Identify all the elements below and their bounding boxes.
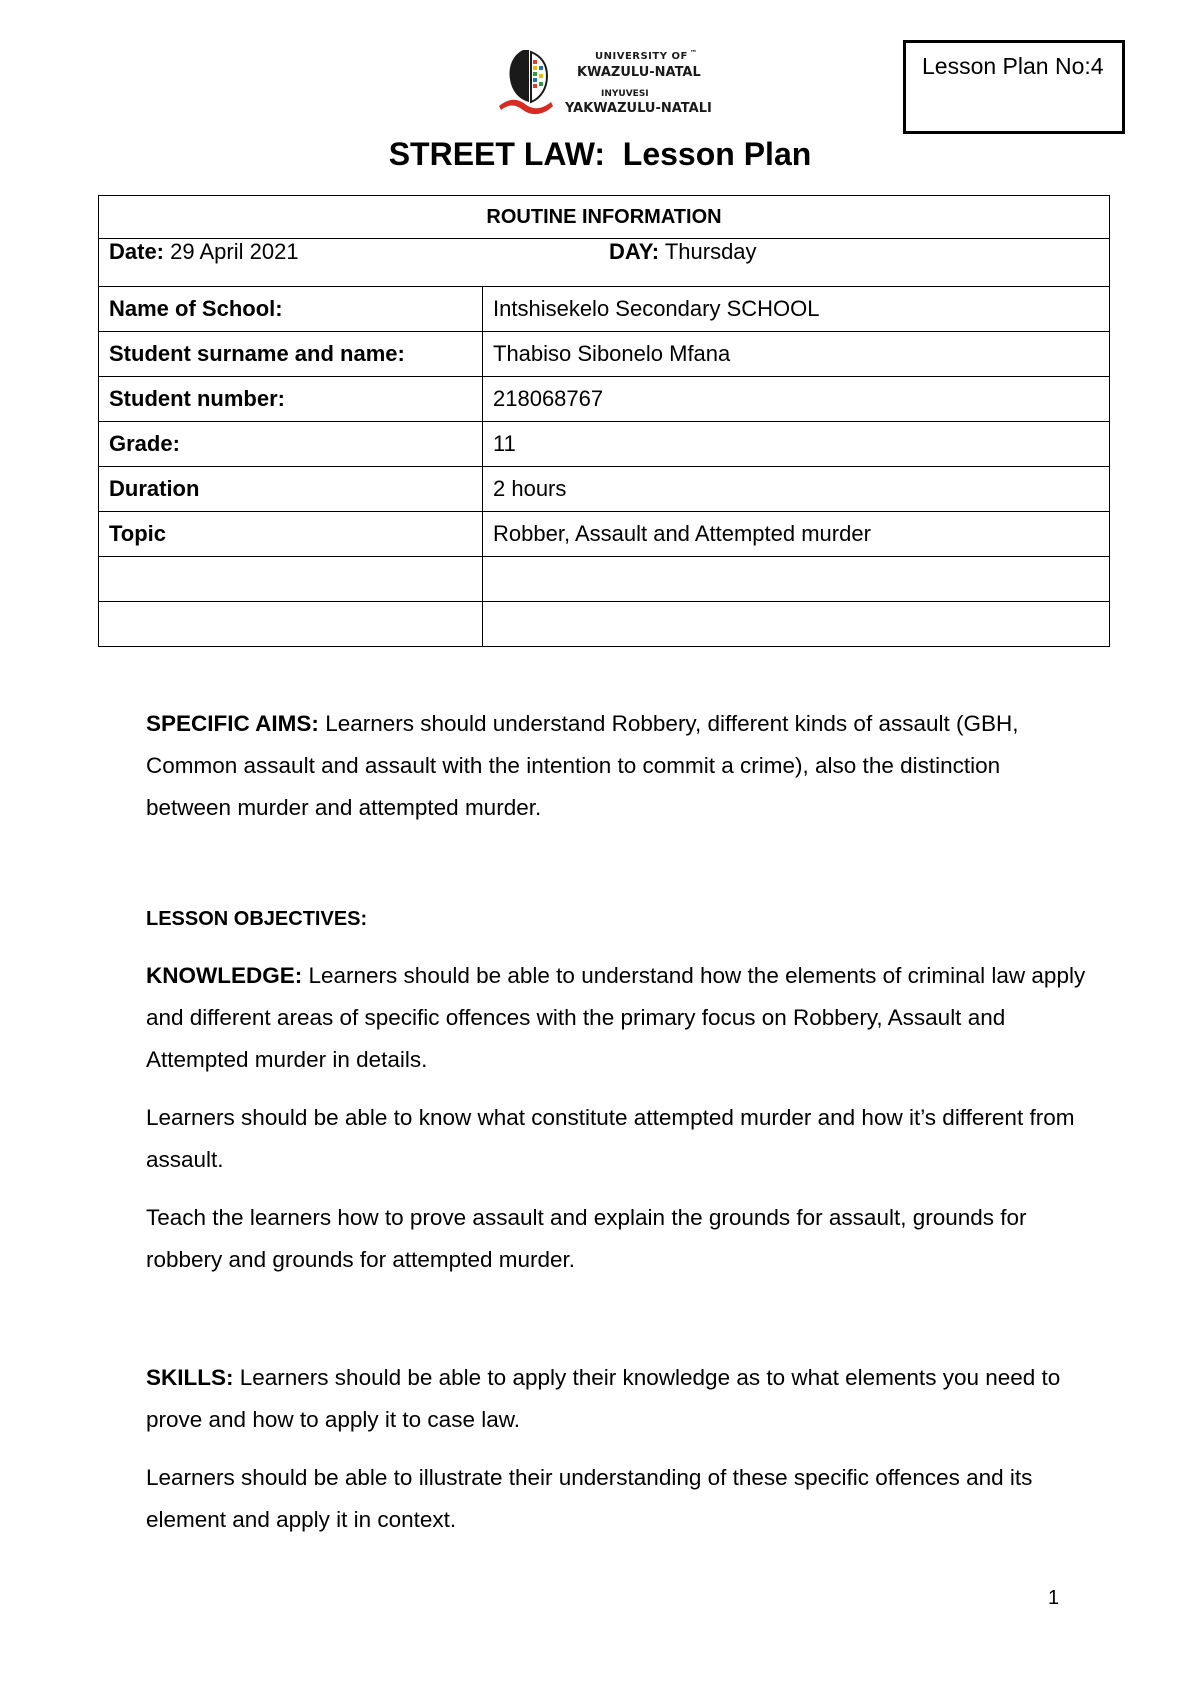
- logo-line-2: KWAZULU-NATAL: [577, 65, 701, 80]
- lesson-objectives-heading: LESSON OBJECTIVES:: [146, 908, 368, 930]
- table-row: [99, 377, 1110, 422]
- row-label: Duration: [99, 467, 483, 512]
- empty-cell: [483, 602, 1110, 647]
- row-label: Grade:: [99, 422, 483, 467]
- table-row: [99, 287, 1110, 332]
- table-header-row: [99, 196, 1110, 239]
- row-value: Robber, Assault and Attempted murder: [483, 512, 1110, 557]
- logo-line-4: YAKWAZULU-NATALI: [565, 101, 712, 116]
- empty-row: [99, 557, 1110, 602]
- knowledge-section: [146, 955, 1086, 1297]
- knowledge-paragraph: [146, 955, 1086, 1081]
- row-value: 2 hours: [483, 467, 1110, 512]
- date-label: Date:: [109, 239, 165, 264]
- row-label: Name of School:: [99, 287, 483, 332]
- empty-cell: [99, 602, 483, 647]
- table-row: [99, 467, 1110, 512]
- row-value: 218068767: [483, 377, 1110, 422]
- logo-trademark: ™: [690, 49, 697, 57]
- row-label: Student number:: [99, 377, 483, 422]
- row-label: Student surname and name:: [99, 332, 483, 377]
- empty-row: [99, 602, 1110, 647]
- date-value: 29 April 2021: [164, 239, 299, 264]
- page-number: 1: [1048, 1587, 1060, 1609]
- skills-paragraph-2: Learners should be able to illustrate their understanding of these specific offences and its element and apply it in context.: [146, 1465, 1033, 1532]
- skills-paragraph: [146, 1357, 1086, 1441]
- knowledge-label: KNOWLEDGE:: [146, 963, 303, 988]
- specific-aims-label: SPECIFIC AIMS:: [146, 711, 319, 736]
- day-label: DAY:: [609, 239, 660, 264]
- table-row: [99, 332, 1110, 377]
- page-title-text: STREET LAW: Lesson Plan: [388, 136, 812, 172]
- empty-cell: [483, 557, 1110, 602]
- table-header: ROUTINE INFORMATION: [99, 196, 1110, 239]
- date-cell: [99, 239, 1110, 287]
- routine-information-table: [98, 195, 1110, 647]
- logo-line-3: INYUVESI: [601, 89, 649, 99]
- specific-aims-paragraph: [146, 703, 1086, 829]
- table-row: [99, 422, 1110, 467]
- knowledge-paragraph-3: Teach the learners how to prove assault and explain the grounds for assault, grounds for robbery and grounds for attempted murder.: [146, 1205, 1027, 1272]
- skills-text: Learners should be able to apply their knowledge as to what elements you need to prove and how to apply it to case law.: [146, 1365, 1061, 1432]
- row-value: Thabiso Sibonelo Mfana: [483, 332, 1110, 377]
- day-value: Thursday: [659, 239, 757, 264]
- page-title: [0, 136, 1200, 173]
- ukzn-logo: [497, 44, 712, 116]
- specific-aims-section: [146, 703, 1086, 845]
- logo-line-1: UNIVERSITY OF: [595, 51, 688, 62]
- ukzn-emblem-icon: [497, 44, 567, 116]
- skills-section: [146, 1357, 1086, 1557]
- lesson-plan-number: Lesson Plan No:4: [922, 53, 1104, 79]
- row-value: 11: [483, 422, 1110, 467]
- lesson-plan-number-box: [903, 40, 1125, 134]
- specific-aims-text: Learners should understand Robbery, different kinds of assault (GBH, Common assault and assault with the intention to commit a crime), also the distinction between murder and attempted murder.: [146, 711, 1019, 820]
- row-value: Intshisekelo Secondary SCHOOL: [483, 287, 1110, 332]
- row-label: Topic: [99, 512, 483, 557]
- skills-label: SKILLS:: [146, 1365, 234, 1390]
- knowledge-paragraph-2: Learners should be able to know what constitute attempted murder and how it’s different from assault.: [146, 1105, 1075, 1172]
- day-part: [609, 239, 757, 265]
- table-row: [99, 512, 1110, 557]
- knowledge-text: Learners should be able to understand how the elements of criminal law apply and different areas of specific offences with the primary focus on Robbery, Assault and Attempted murder in details.: [146, 963, 1086, 1072]
- date-row: [99, 239, 1110, 287]
- empty-cell: [99, 557, 483, 602]
